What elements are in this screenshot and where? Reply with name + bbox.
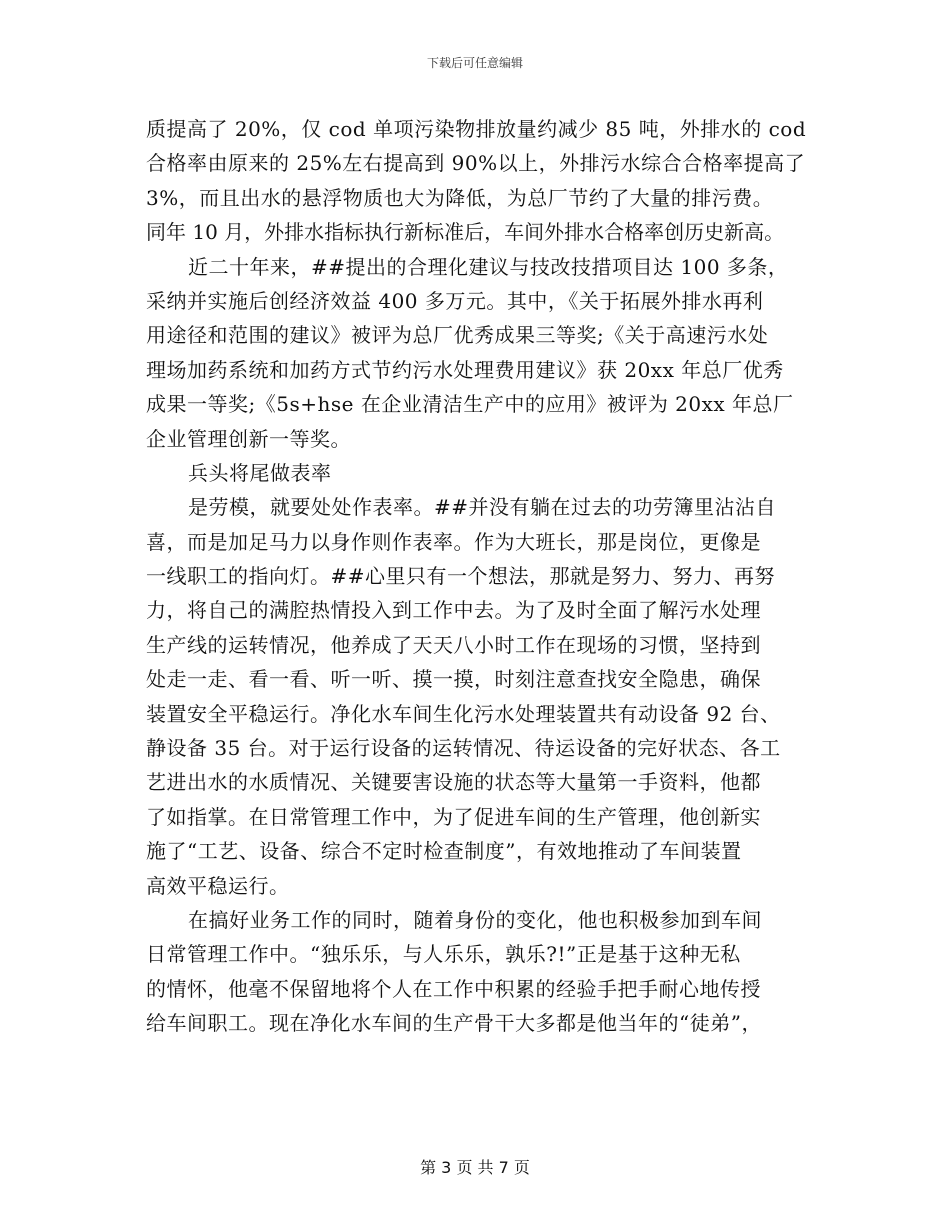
text-line: 了如指掌。在日常管理工作中，为了促进车间的生产管理，他创新实 [146,804,761,829]
text-line: 喜，而是加足马力以身作则作表率。作为大班长，那是岗位，更像是 [146,529,761,554]
section-heading: 兵头将尾做表率 [188,460,332,485]
text-line: 装置安全平稳运行。净化水车间生化污水处理装置共有动设备 92 台、 [146,701,781,726]
page-number-footer: 第 3 页 共 7 页 [420,1158,530,1177]
page-header: 下载后可任意编辑 [426,56,523,70]
text-line: 高效平稳运行。 [146,873,290,898]
text-line: 日常管理工作中。“独乐乐，与人乐乐，孰乐?!”正是基于这种无私 [146,942,741,967]
text-line: 生产线的运转情况，他养成了天天八小时工作在现场的习惯，坚持到 [146,632,761,657]
text-line: 处走一走、看一看、听一听、摸一摸，时刻注意查找安全隐患，确保 [146,667,761,692]
text-line: 在搞好业务工作的同时，随着身份的变化，他也积极参加到车间 [188,907,762,932]
text-line: 是劳模，就要处处作表率。##并没有躺在过去的功劳簿里沾沾自 [188,495,777,520]
text-line: 企业管理创新一等奖。 [146,426,351,451]
text-line: 静设备 35 台。对于运行设备的运转情况、待运设备的完好状态、各工 [146,736,781,761]
text-line: 成果一等奖;《5s+hse 在企业清洁生产中的应用》被评为 20xx 年总厂 [146,392,794,417]
text-line: 力，将自己的满腔热情投入到工作中去。为了及时全面了解污水处理 [146,598,761,623]
text-line: 质提高了 20%，仅 cod 单项污染物排放量约减少 85 吨，外排水的 cod [146,117,807,141]
text-line: 近二十年来，##提出的合理化建议与技改技措项目达 100 多条， [188,254,789,279]
text-line: 用途径和范围的建议》被评为总厂优秀成果三等奖;《关于高速污水处 [146,323,769,348]
text-line: 3%，而且出水的悬浮物质也大为降低，为总厂节约了大量的排污费。 [146,185,774,210]
text-line: 采纳并实施后创经济效益 400 多万元。其中，《关于拓展外排水再利 [146,288,764,313]
text-line: 同年 10 月，外排水指标执行新标准后，车间外排水合格率创历史新高。 [146,220,785,245]
text-line: 施了“工艺、设备、综合不定时检查制度”，有效地推动了车间装置 [146,839,742,864]
text-line: 一线职工的指向灯。##心里只有一个想法，那就是努力、努力、再努 [146,564,776,589]
document-body [146,112,826,1041]
text-line: 艺进出水的水质情况、关键要害设施的状态等大量第一手资料，他都 [146,770,761,795]
text-line: 合格率由原来的 25%左右提高到 90%以上，外排污水综合合格率提高了 [146,151,806,176]
text-line: 的情怀，他毫不保留地将个人在工作中积累的经验手把手耐心地传授 [146,976,761,1001]
text-line: 给车间职工。现在净化水车间的生产骨干大多都是他当年的“徒弟”， [146,1011,762,1036]
text-line: 理场加药系统和加药方式节约污水处理费用建议》获 20xx 年总厂优秀 [146,357,784,382]
